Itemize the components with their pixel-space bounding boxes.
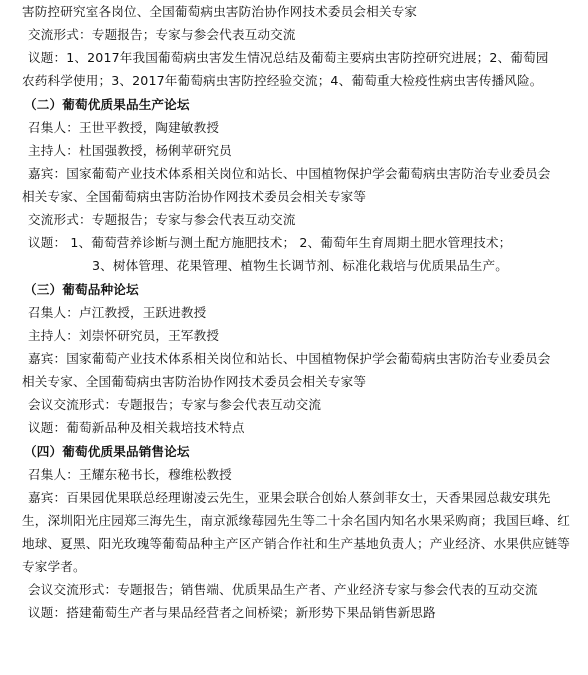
section-3-heading: （三）葡萄品种论坛 — [24, 282, 139, 297]
section-4-guests-line-3: 地球、夏黑、阳光玫瑰等葡萄品种主产区产销合作社和生产基地负责人；产业经济、水果供应链等 — [22, 536, 570, 551]
section-4-guests-line-2: 生，深圳阳光庄园郑三海先生，南京派缘莓园先生等二十余名国内知名水果采购商；我国巨峰、红 — [22, 513, 570, 528]
section-2-convener: 召集人：王世平教授，陶建敏教授 — [28, 120, 220, 135]
section-3-host: 主持人：刘崇怀研究员，王军教授 — [28, 328, 220, 343]
section-3-convener: 召集人：卢江教授，王跃进教授 — [28, 305, 207, 320]
section-4-guests-line-4: 专家学者。 — [22, 559, 86, 574]
section-1-topics-line-1: 议题：1、2017年我国葡萄病虫害发生情况总结及葡萄主要病虫害防控研究进展；2、葡萄园 — [28, 50, 549, 65]
section-2-host: 主持人：杜国强教授，杨俐苹研究员 — [28, 143, 232, 158]
section-3-format: 会议交流形式：专题报告；专家与参会代表互动交流 — [28, 397, 322, 412]
section-4-format: 会议交流形式：专题报告；销售端、优质果品生产者、产业经济专家与参会代表的互动交流 — [28, 582, 538, 597]
section-2-format: 交流形式：专题报告；专家与参会代表互动交流 — [28, 212, 296, 227]
section-4-guests-line-1: 嘉宾：百果园优果联总经理谢凌云先生，亚果会联合创始人蔡剑菲女士，天香果园总裁安琪先 — [28, 490, 551, 505]
section-3-topics: 议题：葡萄新品种及相关栽培技术特点 — [28, 420, 245, 435]
section-1-topics-line-2: 农药科学使用；3、2017年葡萄病虫害防控经验交流；4、葡萄重大检疫性病虫害传播风险。 — [22, 73, 543, 88]
section-2-guests-line-1: 嘉宾：国家葡萄产业技术体系相关岗位和站长、中国植物保护学会葡萄病虫害防治专业委员会 — [28, 166, 551, 181]
section-3-guests-line-1: 嘉宾：国家葡萄产业技术体系相关岗位和站长、中国植物保护学会葡萄病虫害防治专业委员会 — [28, 351, 551, 366]
section-4-convener: 召集人：王耀东秘书长，穆维松教授 — [28, 467, 232, 482]
paragraph-fragment: 害防控研究室各岗位、全国葡萄病虫害防治协作网技术委员会相关专家 — [22, 4, 418, 19]
section-1-format: 交流形式：专题报告；专家与参会代表互动交流 — [28, 27, 296, 42]
section-2-topics-line-1: 议题： 1、葡萄营养诊断与测土配方施肥技术； 2、葡萄年生育周期土肥水管理技术； — [28, 235, 512, 250]
section-2-guests-line-2: 相关专家、全国葡萄病虫害防治协作网技术委员会相关专家等 — [22, 189, 367, 204]
section-3-guests-line-2: 相关专家、全国葡萄病虫害防治协作网技术委员会相关专家等 — [22, 374, 367, 389]
section-2-topics-line-2: 3、树体管理、花果管理、植物生长调节剂、标准化栽培与优质果品生产。 — [92, 258, 508, 273]
section-4-heading: （四）葡萄优质果品销售论坛 — [24, 444, 190, 459]
section-4-topics: 议题：搭建葡萄生产者与果品经营者之间桥梁；新形势下果品销售新思路 — [28, 605, 436, 620]
section-2-heading: （二）葡萄优质果品生产论坛 — [24, 97, 190, 112]
